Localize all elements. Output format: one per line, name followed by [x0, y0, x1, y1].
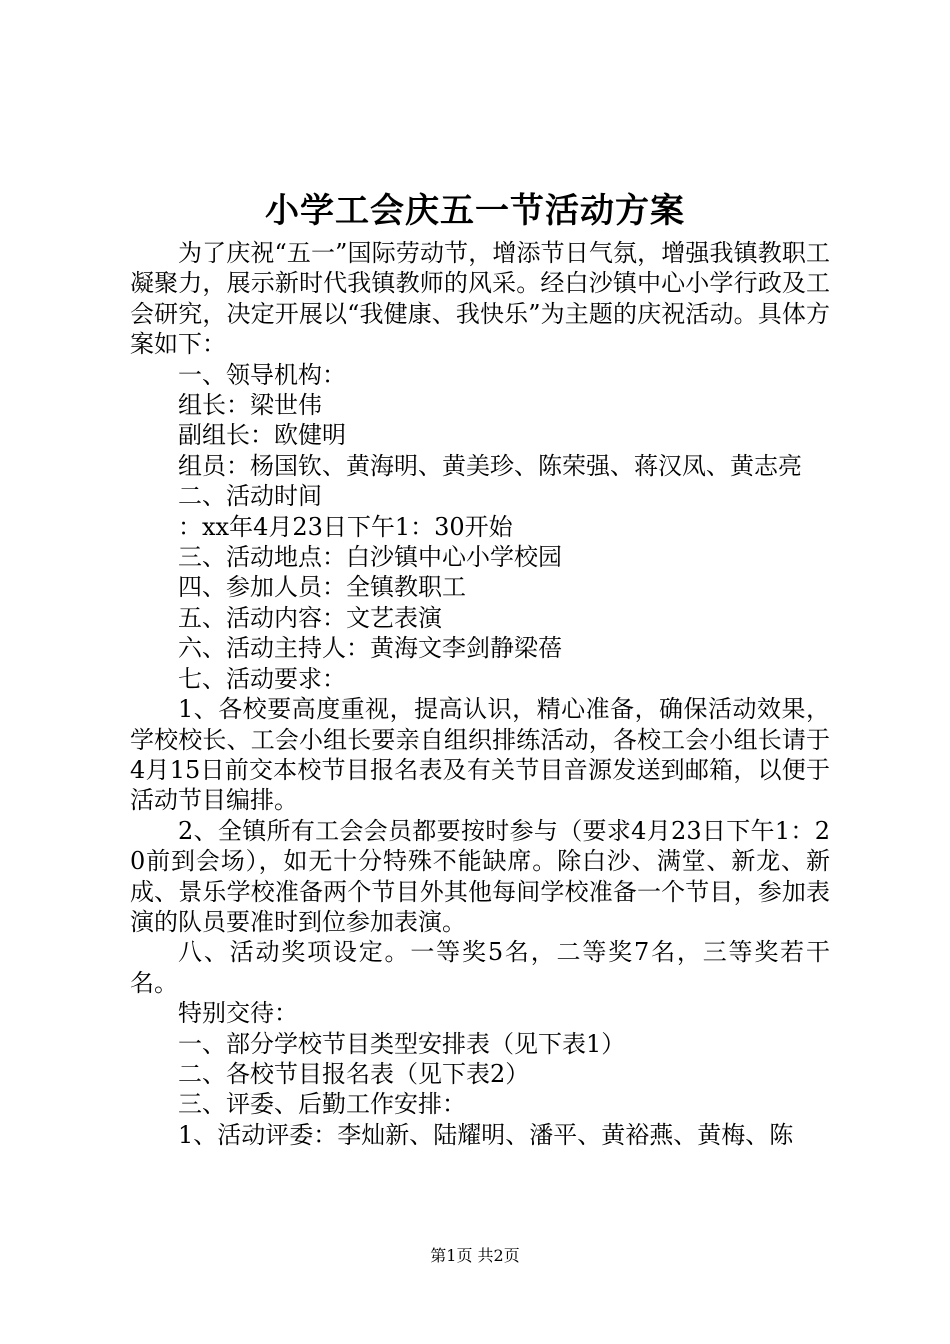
paragraph-requirement-2: 2、全镇所有工会会员都要按时参与（要求4月23日下午1：20前到会场），如无十分特殊不能缺席。除白沙、满堂、新龙、新成、景乐学校准备两个节目外其他每间学校准备一个节目，参加表演的队员要准时到位参加表演。: [130, 816, 830, 936]
paragraph-deputy-leader: 副组长：欧健明: [178, 421, 346, 450]
paragraph-hosts: 六、活动主持人：黄海文李剑静梁蓓: [178, 634, 562, 663]
paragraph-requirement-1: 1、各校要高度重视，提高认识，精心准备，确保活动效果，学校校长、工会小组长要亲自组织排练活动，各校工会小组长请于4月15日前交本校节目报名表及有关节目音源发送到邮箱，以便于活动节目编排。: [130, 695, 830, 815]
paragraph-note-2: 二、各校节目报名表（见下表2）: [178, 1059, 530, 1088]
paragraph-note-1: 一、部分学校节目类型安排表（见下表1）: [178, 1029, 626, 1058]
paragraph-content: 五、活动内容：文艺表演: [178, 603, 442, 632]
paragraph-intro: 为了庆祝“五一”国际劳动节，增添节日气氛，增强我镇教职工凝聚力，展示新时代我镇教师的风采。经白沙镇中心小学行政及工会研究，决定开展以“我健康、我快乐”为主题的庆祝活动。具体方案如下：: [130, 239, 830, 359]
document-body: [130, 238, 830, 1150]
paragraph-note-3: 三、评委、后勤工作安排：: [178, 1090, 466, 1119]
paragraph-section-time: 二、活动时间: [178, 482, 322, 511]
paragraph-special-notes: 特别交待：: [178, 999, 298, 1028]
paragraph-section-leadership: 一、领导机构：: [178, 360, 346, 389]
paragraph-judges: 1、活动评委：李灿新、陆耀明、潘平、黄裕燕、黄梅、陈: [178, 1120, 794, 1149]
paragraph-awards: 八、活动奖项设定。一等奖5名，二等奖7名，三等奖若干名。: [130, 938, 830, 997]
paragraph-location: 三、活动地点：白沙镇中心小学校园: [178, 543, 562, 572]
page-number-footer: 第1页 共2页: [430, 1246, 520, 1265]
paragraph-leader: 组长：梁世伟: [178, 391, 322, 420]
document-title: 小学工会庆五一节活动方案: [265, 191, 685, 231]
paragraph-members: 组员：杨国钦、黄海明、黄美珍、陈荣强、蒋汉凤、黄志亮: [178, 451, 802, 480]
paragraph-section-requirements: 七、活动要求：: [178, 664, 346, 693]
paragraph-participants: 四、参加人员：全镇教职工: [178, 573, 466, 602]
paragraph-time: ：xx年4月23日下午1：30开始: [178, 512, 513, 541]
